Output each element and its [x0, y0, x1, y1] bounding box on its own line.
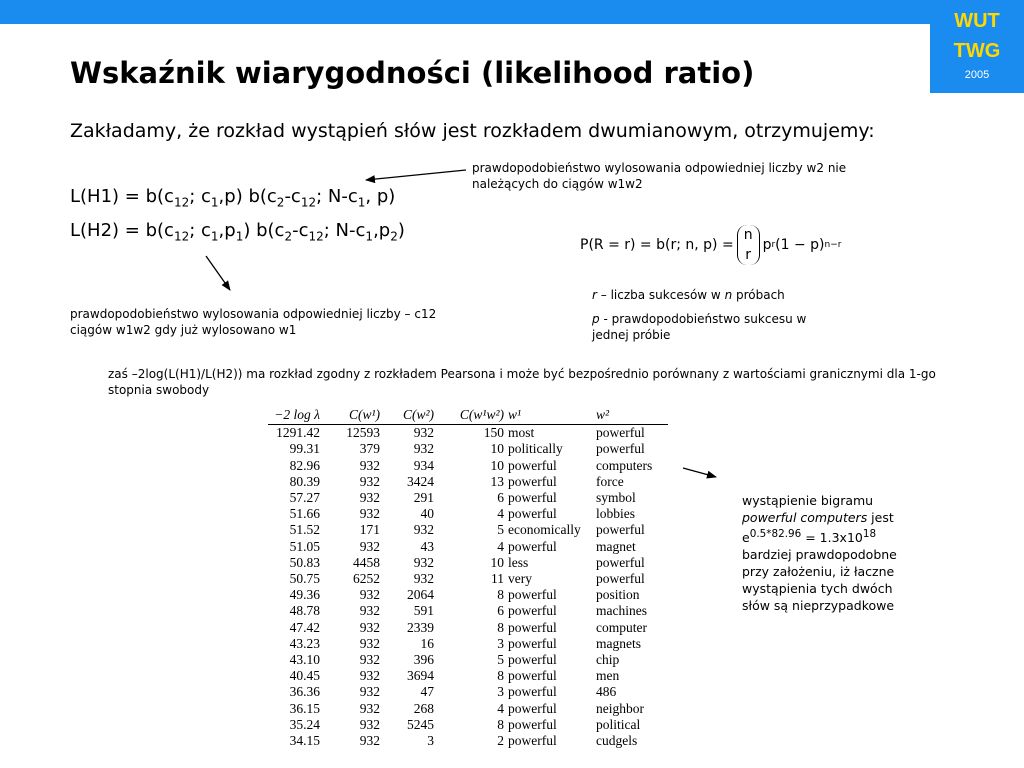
cell-log-lambda: 35.24 — [289, 716, 320, 732]
cell-w2: powerful — [596, 441, 645, 457]
table-row — [268, 701, 668, 717]
logo-year: 2005 — [964, 69, 990, 81]
cell-log-lambda: 43.10 — [289, 652, 320, 668]
cell-w2: lobbies — [596, 506, 635, 522]
table-row — [268, 733, 668, 749]
cell-w1: powerful — [508, 652, 557, 668]
table-row — [268, 684, 668, 700]
table-row — [268, 474, 668, 490]
cell-count-w2: 934 — [413, 457, 434, 473]
header-count-w1w2: C(w¹w²) — [436, 407, 506, 425]
bigram-table — [268, 407, 668, 749]
cell-count-w1w2: 5 — [497, 522, 504, 538]
cell-w1: economically — [508, 522, 581, 538]
cell-count-w1: 932 — [359, 603, 380, 619]
cell-log-lambda: 51.05 — [289, 538, 320, 554]
cell-w2: machines — [596, 603, 647, 619]
cell-log-lambda: 48.78 — [289, 603, 320, 619]
cell-count-w1w2: 8 — [497, 668, 504, 684]
cell-log-lambda: 34.15 — [289, 733, 320, 749]
cell-w1: powerful — [508, 538, 557, 554]
cell-count-w1: 932 — [359, 668, 380, 684]
cell-count-w2: 932 — [413, 571, 434, 587]
cell-w1: powerful — [508, 635, 557, 651]
table-row — [268, 539, 668, 555]
cell-count-w2: 396 — [413, 652, 434, 668]
formula-l-h2: $L(H2) = b(c_{12}$; $c_1,p_1$) $b(c_2-c_{12}$; $N-c_1,p_2$) — [70, 220, 405, 244]
cell-count-w2: 932 — [413, 554, 434, 570]
note-bigram: wystąpienie bigramu powerful computers jest $e^{0.5*82.96} = 1.3x10^{18}$ bardziej prawdopodobne przy założeniu, iż łaczne wystąpienia tych dwóch słów są nieprzypadkowe — [742, 493, 897, 614]
cell-count-w1w2: 13 — [490, 473, 504, 489]
cell-w1: politically — [508, 441, 563, 457]
cell-count-w2: 3 — [427, 733, 434, 749]
cell-count-w1: 932 — [359, 490, 380, 506]
cell-count-w1: 932 — [359, 587, 380, 603]
cell-count-w2: 2064 — [407, 587, 434, 603]
logo-line-1: WUT — [954, 10, 1000, 32]
header-count-w2: C(w²) — [382, 407, 436, 425]
table-row — [268, 506, 668, 522]
table-row — [268, 441, 668, 457]
cell-count-w2: 291 — [413, 490, 434, 506]
cell-w2: powerful — [596, 425, 645, 441]
cell-count-w1: 932 — [359, 619, 380, 635]
cell-w2: 486 — [596, 684, 617, 700]
cell-count-w1w2: 4 — [497, 538, 504, 554]
cell-count-w1: 12593 — [346, 425, 380, 441]
cell-w1: powerful — [508, 700, 557, 716]
cell-log-lambda: 40.45 — [289, 668, 320, 684]
header-w2: w² — [594, 407, 668, 425]
header-log-lambda: −2 log λ — [268, 407, 322, 425]
cell-count-w2: 932 — [413, 522, 434, 538]
table-row — [268, 668, 668, 684]
cell-log-lambda: 82.96 — [289, 457, 320, 473]
cell-w1: powerful — [508, 473, 557, 489]
cell-w2: powerful — [596, 522, 645, 538]
table-row — [268, 555, 668, 571]
cell-count-w1w2: 3 — [497, 684, 504, 700]
cell-w2: magnets — [596, 635, 641, 651]
binomial-formula: P(R = r) = b(r; n, p) = n r p r (1 − p) n−r — [580, 227, 842, 263]
cell-w1: powerful — [508, 619, 557, 635]
cell-w2: men — [596, 668, 620, 684]
cell-log-lambda: 51.52 — [289, 522, 320, 538]
cell-w2: computers — [596, 457, 653, 473]
table-row — [268, 652, 668, 668]
cell-count-w1w2: 8 — [497, 716, 504, 732]
cell-log-lambda: 49.36 — [289, 587, 320, 603]
cell-count-w2: 591 — [413, 603, 434, 619]
cell-w1: powerful — [508, 603, 557, 619]
cell-count-w1w2: 4 — [497, 700, 504, 716]
table-row — [268, 571, 668, 587]
formula-l-h1: $L(H1) = b(c_{12}$; $c_1,p$) $b(c_2-c_{12}$; $N-c_1$, p) — [70, 186, 396, 210]
cell-w2: political — [596, 716, 641, 732]
cell-w1: powerful — [508, 716, 557, 732]
cell-count-w2: 932 — [413, 441, 434, 457]
cell-w1: powerful — [508, 733, 557, 749]
cell-log-lambda: 1291.42 — [276, 425, 320, 441]
cell-count-w2: 3424 — [407, 473, 434, 489]
note-second-factor: prawdopodobieństwo wylosowania odpowiedniej liczby w2 nie należących do ciągów w1w2 — [472, 161, 847, 191]
cell-count-w1w2: 6 — [497, 490, 504, 506]
cell-log-lambda: 80.39 — [289, 473, 320, 489]
cell-w2: cudgels — [596, 733, 638, 749]
table-row — [268, 458, 668, 474]
cell-count-w1: 932 — [359, 652, 380, 668]
arrow-to-second-factor — [366, 170, 466, 180]
note-r-definition: r – liczba sukcesów w n próbach — [592, 288, 785, 302]
cell-log-lambda: 47.42 — [289, 619, 320, 635]
cell-count-w1: 4458 — [353, 554, 380, 570]
cell-count-w1w2: 6 — [497, 603, 504, 619]
cell-count-w1: 932 — [359, 457, 380, 473]
cell-count-w1w2: 2 — [497, 733, 504, 749]
table-header-row — [268, 407, 668, 425]
arrow-to-first-factor — [206, 256, 230, 290]
cell-w2: chip — [596, 652, 620, 668]
cell-w2: force — [596, 473, 624, 489]
cell-w1: very — [508, 571, 532, 587]
table-row — [268, 490, 668, 506]
cell-count-w1w2: 8 — [497, 619, 504, 635]
arrow-to-computers-row — [683, 468, 716, 477]
cell-count-w1: 171 — [359, 522, 380, 538]
cell-w1: powerful — [508, 587, 557, 603]
cell-w1: powerful — [508, 490, 557, 506]
cell-count-w1: 932 — [359, 684, 380, 700]
binomial-lhs: P(R = r) = b(r; n, p) = — [580, 237, 734, 253]
cell-count-w1: 932 — [359, 716, 380, 732]
cell-w1: powerful — [508, 506, 557, 522]
intro-text: Zakładamy, że rozkład wystąpień słów jest rozkładem dwumianowym, otrzymujemy: — [70, 120, 875, 142]
cell-count-w1: 379 — [359, 441, 380, 457]
cell-log-lambda: 51.66 — [289, 506, 320, 522]
cell-log-lambda: 57.27 — [289, 490, 320, 506]
cell-count-w1w2: 5 — [497, 652, 504, 668]
cell-count-w2: 2339 — [407, 619, 434, 635]
cell-count-w1: 932 — [359, 506, 380, 522]
cell-count-w1w2: 11 — [491, 571, 504, 587]
cell-count-w1w2: 10 — [490, 441, 504, 457]
cell-count-w1: 932 — [359, 473, 380, 489]
note-first-factor: prawdopodobieństwo wylosowania odpowiedniej liczby – c12 ciągów w1w2 gdy już wylosowano w1 — [70, 307, 437, 337]
cell-w1: powerful — [508, 457, 557, 473]
cell-count-w1: 932 — [359, 538, 380, 554]
cell-w1: powerful — [508, 684, 557, 700]
table-row — [268, 425, 668, 442]
cell-log-lambda: 99.31 — [289, 441, 320, 457]
header-w1: w¹ — [506, 407, 594, 425]
logo-line-2: TWG — [953, 40, 1001, 62]
cell-count-w1w2: 3 — [497, 635, 504, 651]
cell-count-w2: 16 — [420, 635, 434, 651]
slide-title: Wskaźnik wiarygodności (likelihood ratio) — [70, 56, 755, 90]
note-pearson: zaś –2log(L(H1)/L(H2)) ma rozkład zgodny z rozkładem Pearsona i może być bezpośrednio porównany z wartościami granicznymi dla 1-go stopnia swobody — [108, 367, 936, 397]
cell-count-w1w2: 8 — [497, 587, 504, 603]
cell-count-w1w2: 4 — [497, 506, 504, 522]
note-p-definition: p - prawdopodobieństwo sukcesu w jednej próbie — [592, 312, 807, 342]
cell-w2: neighbor — [596, 700, 644, 716]
cell-count-w2: 268 — [413, 700, 434, 716]
cell-count-w1: 6252 — [353, 571, 380, 587]
cell-w2: powerful — [596, 554, 645, 570]
table-row — [268, 522, 668, 538]
cell-count-w2: 5245 — [407, 716, 434, 732]
table-row — [268, 620, 668, 636]
cell-w2: position — [596, 587, 640, 603]
cell-log-lambda: 43.23 — [289, 635, 320, 651]
cell-w2: symbol — [596, 490, 636, 506]
cell-count-w1: 932 — [359, 700, 380, 716]
cell-log-lambda: 50.83 — [289, 554, 320, 570]
cell-log-lambda: 36.36 — [289, 684, 320, 700]
cell-count-w2: 47 — [420, 684, 434, 700]
cell-count-w2: 40 — [420, 506, 434, 522]
cell-count-w1: 932 — [359, 733, 380, 749]
cell-count-w1w2: 150 — [483, 425, 504, 441]
binomial-coefficient: n r — [737, 225, 760, 265]
cell-count-w1w2: 10 — [490, 457, 504, 473]
cell-log-lambda: 36.15 — [289, 700, 320, 716]
table-row — [268, 717, 668, 733]
cell-count-w1w2: 10 — [490, 554, 504, 570]
cell-count-w2: 43 — [420, 538, 434, 554]
cell-w2: computer — [596, 619, 647, 635]
table-row — [268, 603, 668, 619]
cell-w1: less — [508, 554, 529, 570]
table-row — [268, 636, 668, 652]
cell-count-w2: 932 — [413, 425, 434, 441]
table-row — [268, 587, 668, 603]
cell-w1: powerful — [508, 668, 557, 684]
cell-w2: powerful — [596, 571, 645, 587]
cell-w2: magnet — [596, 538, 636, 554]
cell-count-w2: 3694 — [407, 668, 434, 684]
bigram-table-container — [268, 407, 668, 749]
cell-w1: most — [508, 425, 535, 441]
header-count-w1: C(w¹) — [322, 407, 382, 425]
table-body — [268, 425, 668, 750]
cell-log-lambda: 50.75 — [289, 571, 320, 587]
cell-count-w1: 932 — [359, 635, 380, 651]
